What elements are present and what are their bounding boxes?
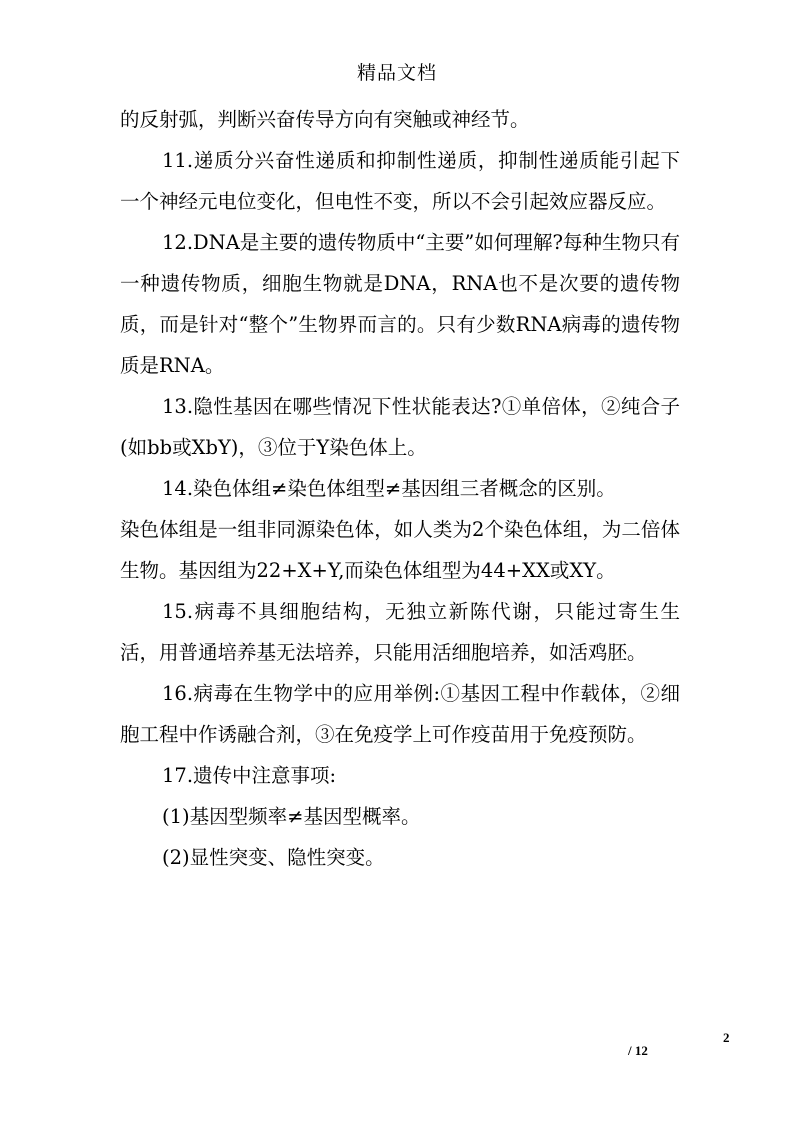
paragraph-item-15: 15.病毒不具细胞结构，无独立新陈代谢，只能过寄生生活，用普通培养基无法培养，只能用活细胞培养，如活鸡胚。 (120, 600, 680, 664)
document-header-title: 精品文档 (356, 62, 437, 84)
paragraph-item-16: 16.病毒在生物学中的应用举例:①基因工程中作载体，②细胞工程中作诱融合剂，③在免疫学上可作疫苗用于免疫预防。 (120, 682, 680, 746)
paragraph-item-14: 14.染色体组≠染色体组型≠基因组三者概念的区别。 (162, 477, 616, 500)
paragraph-item-17-2: (2)显性突变、隐性突变。 (162, 846, 385, 869)
page-total: / 12 (628, 1043, 648, 1058)
paragraph-item-13: 13.隐性基因在哪些情况下性状能表达?①单倍体，②纯合子(如bb或XbY)，③位于Y染色体上。 (120, 395, 680, 459)
paragraph-item-12: 12.DNA是主要的遗传物质中“主要”如何理解?每种生物只有一种遗传物质，细胞生物就是DNA，RNA也不是次要的遗传物质，而是针对“整个”生物界而言的。只有少数RNA病毒的遗传物质是RNA。 (120, 231, 680, 377)
page-number: 2 (723, 1030, 730, 1045)
paragraph-item-17-1: (1)基因型频率≠基因型概率。 (162, 805, 421, 828)
paragraph-item-11: 11.递质分兴奋性递质和抑制性递质，抑制性递质能引起下一个神经元电位变化，但电性不变，所以不会引起效应器反应。 (120, 149, 680, 213)
paragraph-continuation: 的反射弧，判断兴奋传导方向有突触或神经节。 (120, 108, 530, 131)
paragraph-item-17: 17.遗传中注意事项: (162, 764, 337, 787)
document-body (120, 99, 680, 878)
paragraph-item-14-detail: 染色体组是一组非同源染色体，如人类为2个染色体组，为二倍体生物。基因组为22+X+Y,而染色体组型为44+XX或XY。 (120, 518, 680, 582)
